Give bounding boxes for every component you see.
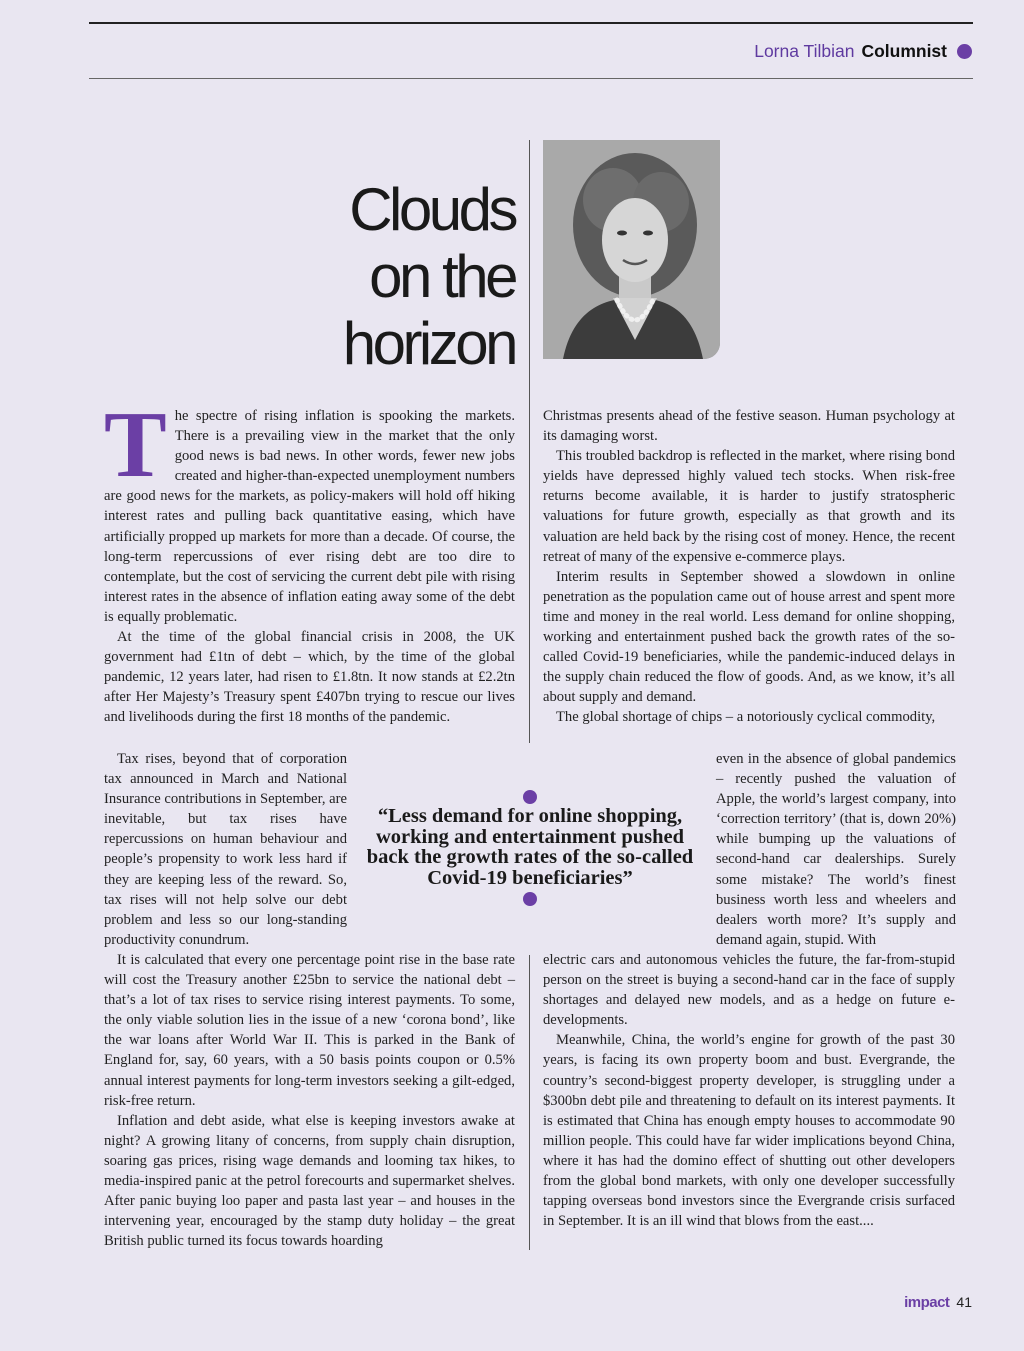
dropcap: T	[104, 393, 167, 497]
article-column-left-mid	[104, 749, 347, 950]
paragraph: even in the absence of global pandemics – recently pushed the valuation of Apple, the world’s largest company, into ‘correction territory’ (that is, down 20%) while bumping up the valuations of second-hand car dealerships. Surely some mistake? The world’s finest business worth less and wheelers and dealers worth more? It’s supply and demand again, stupid. With	[716, 751, 956, 948]
paragraph: Interim results in September showed a slowdown in online penetration as the population came out of house arrest and spent more time and money in the real world. Less demand for online shopping, working and entertainment pushed back the growth rates of the so-called Covid-19 beneficiaries, while the pandemic-induced delays in the supply chain reduced the flow of goods. And, as we know, it’s all about supply and demand.	[543, 568, 955, 706]
headline-line: horizon	[342, 310, 515, 377]
paragraph	[104, 393, 515, 627]
paragraph: At the time of the global financial crisis in 2008, the UK government had £1tn of debt – which, by the time of the global pandemic, 12 years later, had risen to £1.8tn. It now stands at £2.2tn after Her Majesty’s Treasury spent £407bn trying to rescue our lives and livelihoods during the first 18 months of the pandemic.	[104, 629, 515, 726]
author-role: Columnist	[861, 40, 947, 61]
paragraph: It is calculated that every one percentage point rise in the base rate will cost the Treasury another £25bn to service the national debt – that’s a lot of tax rises to service rising interest payments. To some, the only viable solution lies in the issue of a new ‘corona bond’, like the war loans after World War II. This is parked in the Bank of England for, say, 60 years, with a 50 basis points coupon or 0.5% annual interest payments for long-term investors seeking a gilt-edged, risk-free return.	[104, 952, 515, 1109]
portrait-icon	[543, 140, 720, 359]
headline	[343, 176, 515, 377]
byline	[754, 40, 972, 62]
column-divider	[529, 140, 530, 743]
top-rule	[89, 22, 973, 24]
pull-quote-text: “Less demand for online shopping, working and entertainment pushed back the growth rates of the so-called Covid-19 beneficiaries”	[366, 805, 694, 889]
article-column-right-mid	[716, 749, 956, 950]
paragraph: This troubled backdrop is reflected in the market, where rising bond yields have depressed highly valued tech stocks. When risk-free returns become available, it is harder to justify stratospheric valuations for future growth, especially as that growth and its valuation are held back by the rising cost of money. Hence, the recent retreat of many of the expensive e-commerce plays.	[543, 448, 955, 565]
brand-logo: impact	[904, 1294, 950, 1311]
paragraph: electric cars and autonomous vehicles the future, the far-from-stupid person on the street is buying a second-hand car in the face of supply shortages and delayed new models, and as a hedge on future e-developments.	[543, 952, 955, 1029]
article-column-right-top	[543, 406, 955, 728]
paragraph: Inflation and debt aside, what else is keeping investors awake at night? A growing litany of concerns, from supply chain disruption, soaring gas prices, rising wage demands and looming tax hikes, to media-inspired panic at the petrol forecourts and supermarket shelves. After panic buying loo paper and pasta last year – and houses in the intervening year, encouraged by the stamp duty holiday – the great British public turned its focus towards hoarding	[104, 1112, 515, 1250]
column-divider	[529, 955, 530, 1250]
article-column-right-bottom	[543, 950, 955, 1231]
paragraph-text: he spectre of rising inflation is spooking the markets. There is a prevailing view in the market that the only good news is bad news. In other words, fewer new jobs created and higher-than-expected unemployment numbers are good news for the markets, as policy-makers will hold off hiking interest rates and pulling back quantitative easing, which have artificially propped up markets for more than a decade. Of course, the long-term repercussions of ever rising debt are too dire to contemplate, but the cost of servicing the current debt pile with rising interest rates in the absence of inflation eating away some of the debt is equally problematic.	[104, 408, 515, 625]
bullet-dot-icon	[523, 892, 537, 906]
bullet-dot-icon	[523, 790, 537, 804]
article-column-left-top	[104, 393, 515, 728]
headline-line: Clouds	[349, 176, 515, 243]
header-rule	[89, 78, 973, 79]
pull-quote	[360, 790, 700, 910]
page-footer	[904, 1294, 972, 1314]
paragraph: Tax rises, beyond that of corporation tax announced in March and National Insurance contributions in September, are inevitable, but tax rises have repercussions on human behaviour and people’s propensity to work less hard if they are keeping less of the reward. So, tax rises will not help solve our debt problem and less so our long-standing productivity conundrum.	[104, 751, 347, 948]
paragraph: Meanwhile, China, the world’s engine for growth of the past 30 years, is facing its own property boom and bust. Evergrande, the country’s second-biggest property developer, is struggling under a $300bn debt pile and threatening to default on its interest payments. It is estimated that China has enough empty houses to accommodate 90 million people. This could have far wider implications beyond China, where it has had the domino effect of shutting out other developers from the global bond markets, with only one developer successfully tapping overseas bond investors since the Evergrande crisis surfaced in September. It is an ill wind that blows from the east....	[543, 1032, 955, 1230]
author-name: Lorna Tilbian	[754, 40, 855, 61]
article-column-left-bottom	[104, 950, 515, 1251]
paragraph: The global shortage of chips – a notoriously cyclical commodity,	[556, 709, 936, 726]
bullet-dot-icon	[957, 44, 972, 59]
page-number: 41	[956, 1294, 972, 1310]
headline-line: on the	[369, 243, 515, 310]
portrait-photo	[543, 140, 720, 359]
paragraph: Christmas presents ahead of the festive season. Human psychology at its damaging worst.	[543, 408, 955, 445]
